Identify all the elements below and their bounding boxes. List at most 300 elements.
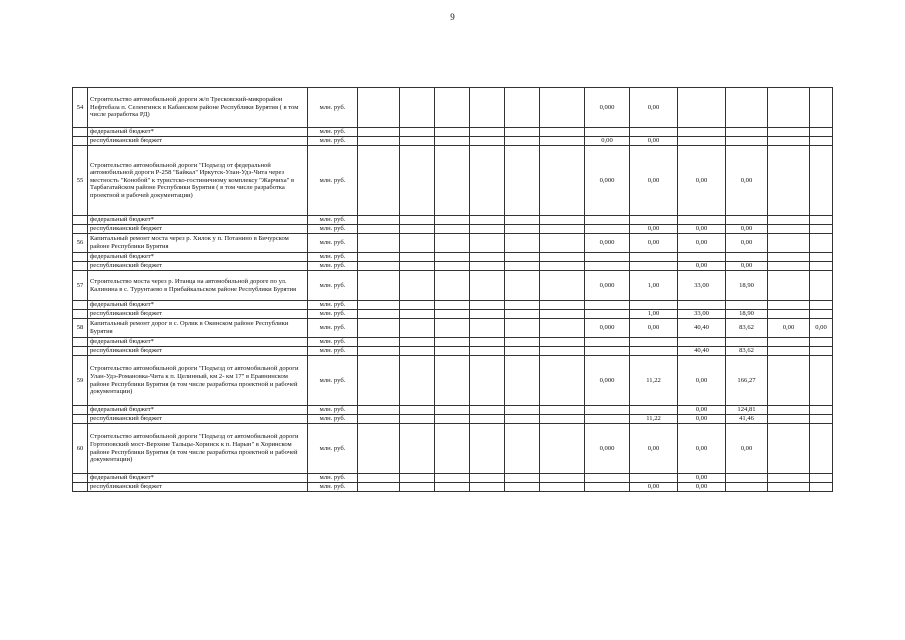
value-cell — [810, 347, 833, 356]
budget-source-row — [73, 406, 833, 415]
value-cell: 0,00 — [678, 415, 726, 424]
value-cell — [585, 310, 630, 319]
budget-table — [72, 87, 833, 492]
value-cell — [435, 319, 470, 338]
unit-cell: млн. руб. — [308, 356, 358, 406]
unit-cell: млн. руб. — [308, 415, 358, 424]
value-cell — [726, 253, 768, 262]
project-row — [73, 356, 833, 406]
unit-cell: млн. руб. — [308, 406, 358, 415]
unit-cell: млн. руб. — [308, 225, 358, 234]
value-cell — [810, 338, 833, 347]
value-cell — [768, 310, 810, 319]
value-cell — [358, 483, 400, 492]
value-cell: 0,00 — [585, 137, 630, 146]
value-cell — [470, 271, 505, 301]
value-cell: 0,00 — [678, 424, 726, 474]
value-cell — [435, 301, 470, 310]
value-cell: 0,000 — [585, 271, 630, 301]
value-cell — [678, 88, 726, 128]
value-cell — [358, 356, 400, 406]
project-name: Строительство моста через р. Итанца на автомобильной дороге по ул. Калинина в с. Турунтаево в Прибайкальском районе Республики Бурятия — [88, 271, 308, 301]
row-number — [73, 225, 88, 234]
value-cell — [630, 262, 678, 271]
value-cell — [505, 137, 540, 146]
value-cell: 0,00 — [726, 225, 768, 234]
value-cell — [358, 262, 400, 271]
value-cell: 0,00 — [678, 406, 726, 415]
value-cell — [630, 338, 678, 347]
value-cell: 0,00 — [678, 483, 726, 492]
row-number: 56 — [73, 234, 88, 253]
value-cell: 0,00 — [630, 424, 678, 474]
value-cell: 0,00 — [630, 88, 678, 128]
budget-source-row — [73, 253, 833, 262]
value-cell — [470, 234, 505, 253]
value-cell — [435, 271, 470, 301]
unit-cell: млн. руб. — [308, 216, 358, 225]
value-cell — [630, 253, 678, 262]
value-cell — [400, 253, 435, 262]
row-number: 54 — [73, 88, 88, 128]
value-cell — [505, 483, 540, 492]
value-cell: 0,00 — [630, 137, 678, 146]
unit-cell: млн. руб. — [308, 88, 358, 128]
value-cell — [810, 88, 833, 128]
value-cell: 83,62 — [726, 347, 768, 356]
value-cell — [470, 301, 505, 310]
value-cell: 40,40 — [678, 319, 726, 338]
project-row — [73, 424, 833, 474]
value-cell — [768, 225, 810, 234]
value-cell — [400, 319, 435, 338]
project-name: Капитальный ремонт дорог в с. Орлик в Окинском районе Республики Бурятия — [88, 319, 308, 338]
value-cell — [400, 347, 435, 356]
budget-source-name: республиканский бюджет — [88, 415, 308, 424]
value-cell — [470, 137, 505, 146]
value-cell — [400, 310, 435, 319]
value-cell — [768, 415, 810, 424]
value-cell — [505, 225, 540, 234]
value-cell — [768, 406, 810, 415]
value-cell — [505, 216, 540, 225]
row-number: 58 — [73, 319, 88, 338]
value-cell — [540, 88, 585, 128]
value-cell — [470, 406, 505, 415]
value-cell — [540, 347, 585, 356]
value-cell — [470, 356, 505, 406]
value-cell — [505, 271, 540, 301]
value-cell — [358, 271, 400, 301]
value-cell — [810, 474, 833, 483]
value-cell — [435, 347, 470, 356]
value-cell — [768, 424, 810, 474]
value-cell: 40,40 — [678, 347, 726, 356]
project-row — [73, 319, 833, 338]
value-cell — [678, 216, 726, 225]
value-cell — [810, 128, 833, 137]
value-cell — [810, 310, 833, 319]
unit-cell: млн. руб. — [308, 128, 358, 137]
value-cell — [540, 424, 585, 474]
value-cell — [470, 415, 505, 424]
value-cell: 0,00 — [678, 356, 726, 406]
value-cell — [505, 356, 540, 406]
value-cell — [540, 319, 585, 338]
value-cell — [435, 474, 470, 483]
budget-source-name: республиканский бюджет — [88, 137, 308, 146]
value-cell — [768, 474, 810, 483]
value-cell — [630, 474, 678, 483]
budget-source-name: федеральный бюджет* — [88, 301, 308, 310]
value-cell: 0,00 — [678, 474, 726, 483]
value-cell — [470, 225, 505, 234]
budget-source-row — [73, 338, 833, 347]
value-cell — [810, 424, 833, 474]
value-cell: 0,00 — [726, 424, 768, 474]
unit-cell: млн. руб. — [308, 319, 358, 338]
value-cell — [400, 225, 435, 234]
value-cell — [540, 415, 585, 424]
row-number — [73, 253, 88, 262]
value-cell — [505, 234, 540, 253]
value-cell — [726, 338, 768, 347]
value-cell: 0,00 — [810, 319, 833, 338]
value-cell — [400, 88, 435, 128]
value-cell — [470, 474, 505, 483]
value-cell — [470, 146, 505, 216]
budget-source-row — [73, 310, 833, 319]
value-cell — [585, 474, 630, 483]
value-cell — [435, 338, 470, 347]
value-cell — [470, 253, 505, 262]
value-cell — [768, 356, 810, 406]
value-cell — [358, 319, 400, 338]
unit-cell: млн. руб. — [308, 301, 358, 310]
value-cell — [540, 216, 585, 225]
value-cell — [678, 338, 726, 347]
project-name: Строительство автомобильной дороги "Подъезд от автомобильной дороги Улан-Удэ-Романовка-Чита к п. Целинный, км 2- км 17" в Еравнинском районе Республики Бурятия (в том числе разработка проектной и рабочей документации) — [88, 356, 308, 406]
budget-source-name: федеральный бюджет* — [88, 253, 308, 262]
value-cell — [435, 146, 470, 216]
value-cell — [358, 347, 400, 356]
value-cell — [505, 88, 540, 128]
value-cell — [540, 356, 585, 406]
value-cell: 11,22 — [630, 356, 678, 406]
value-cell: 0,00 — [678, 262, 726, 271]
value-cell — [505, 338, 540, 347]
value-cell: 0,00 — [678, 146, 726, 216]
value-cell — [810, 146, 833, 216]
value-cell — [540, 262, 585, 271]
value-cell — [540, 271, 585, 301]
value-cell — [505, 424, 540, 474]
value-cell — [358, 225, 400, 234]
value-cell — [435, 88, 470, 128]
value-cell — [358, 128, 400, 137]
value-cell — [726, 216, 768, 225]
value-cell — [810, 483, 833, 492]
value-cell — [435, 216, 470, 225]
value-cell — [435, 253, 470, 262]
value-cell: 0,00 — [630, 225, 678, 234]
value-cell — [768, 483, 810, 492]
value-cell — [358, 338, 400, 347]
value-cell — [768, 234, 810, 253]
budget-source-name: федеральный бюджет* — [88, 474, 308, 483]
budget-source-row — [73, 225, 833, 234]
value-cell: 166,27 — [726, 356, 768, 406]
project-row — [73, 88, 833, 128]
value-cell: 124,81 — [726, 406, 768, 415]
value-cell — [726, 483, 768, 492]
value-cell: 1,00 — [630, 310, 678, 319]
value-cell — [585, 301, 630, 310]
value-cell: 0,000 — [585, 424, 630, 474]
budget-source-name: республиканский бюджет — [88, 262, 308, 271]
value-cell — [358, 216, 400, 225]
value-cell — [585, 253, 630, 262]
value-cell — [810, 271, 833, 301]
value-cell — [630, 347, 678, 356]
value-cell: 0,00 — [678, 225, 726, 234]
value-cell — [726, 301, 768, 310]
value-cell — [435, 234, 470, 253]
value-cell: 0,00 — [726, 262, 768, 271]
value-cell — [768, 128, 810, 137]
value-cell — [400, 406, 435, 415]
value-cell — [435, 415, 470, 424]
value-cell: 11,22 — [630, 415, 678, 424]
value-cell: 0,00 — [630, 146, 678, 216]
value-cell — [470, 424, 505, 474]
value-cell — [400, 137, 435, 146]
value-cell — [540, 146, 585, 216]
value-cell — [810, 216, 833, 225]
value-cell — [585, 262, 630, 271]
page-number: 9 — [450, 12, 455, 22]
value-cell — [400, 271, 435, 301]
value-cell — [358, 137, 400, 146]
value-cell: 83,62 — [726, 319, 768, 338]
value-cell — [505, 253, 540, 262]
row-number — [73, 301, 88, 310]
value-cell — [810, 356, 833, 406]
value-cell: 0,000 — [585, 146, 630, 216]
value-cell — [678, 253, 726, 262]
value-cell — [470, 88, 505, 128]
value-cell — [585, 216, 630, 225]
row-number — [73, 415, 88, 424]
value-cell — [810, 262, 833, 271]
value-cell — [768, 88, 810, 128]
project-name: Строительство автомобильной дороги ж/п Тресковский-микрорайон Нефтебаза п. Селенгинск в Кабанском районе Республики Бурятия ( в том числе разработка РД) — [88, 88, 308, 128]
value-cell: 0,00 — [726, 234, 768, 253]
value-cell — [470, 216, 505, 225]
value-cell: 1,00 — [630, 271, 678, 301]
value-cell — [400, 483, 435, 492]
value-cell — [585, 406, 630, 415]
value-cell — [400, 356, 435, 406]
value-cell — [540, 253, 585, 262]
budget-source-name: республиканский бюджет — [88, 310, 308, 319]
value-cell: 0,000 — [585, 356, 630, 406]
unit-cell: млн. руб. — [308, 262, 358, 271]
value-cell — [505, 128, 540, 137]
row-number: 55 — [73, 146, 88, 216]
value-cell — [768, 347, 810, 356]
value-cell — [435, 356, 470, 406]
value-cell: 0,00 — [726, 146, 768, 216]
value-cell — [358, 406, 400, 415]
budget-source-name: республиканский бюджет — [88, 225, 308, 234]
value-cell — [358, 88, 400, 128]
value-cell — [726, 88, 768, 128]
value-cell — [768, 301, 810, 310]
value-cell — [358, 310, 400, 319]
value-cell — [678, 128, 726, 137]
value-cell — [540, 234, 585, 253]
value-cell — [768, 216, 810, 225]
value-cell — [505, 262, 540, 271]
value-cell — [585, 415, 630, 424]
value-cell: 0,000 — [585, 234, 630, 253]
value-cell — [768, 338, 810, 347]
value-cell — [400, 128, 435, 137]
value-cell — [435, 225, 470, 234]
value-cell — [768, 262, 810, 271]
value-cell — [678, 301, 726, 310]
value-cell — [358, 301, 400, 310]
value-cell — [400, 146, 435, 216]
value-cell — [540, 338, 585, 347]
budget-source-row — [73, 301, 833, 310]
value-cell — [726, 137, 768, 146]
value-cell — [400, 262, 435, 271]
value-cell — [630, 216, 678, 225]
value-cell: 0,00 — [768, 319, 810, 338]
value-cell: 0,00 — [630, 483, 678, 492]
value-cell — [768, 253, 810, 262]
row-number — [73, 128, 88, 137]
value-cell — [726, 128, 768, 137]
value-cell — [470, 319, 505, 338]
budget-source-name: федеральный бюджет* — [88, 406, 308, 415]
value-cell: 18,90 — [726, 310, 768, 319]
budget-source-row — [73, 347, 833, 356]
value-cell — [435, 310, 470, 319]
value-cell — [435, 137, 470, 146]
value-cell — [505, 146, 540, 216]
value-cell — [540, 128, 585, 137]
value-cell — [585, 338, 630, 347]
value-cell: 18,90 — [726, 271, 768, 301]
value-cell — [358, 474, 400, 483]
value-cell — [540, 310, 585, 319]
value-cell — [540, 225, 585, 234]
row-number — [73, 347, 88, 356]
value-cell — [435, 406, 470, 415]
value-cell: 0,000 — [585, 319, 630, 338]
value-cell: 33,00 — [678, 310, 726, 319]
value-cell — [810, 301, 833, 310]
value-cell — [358, 253, 400, 262]
value-cell — [435, 424, 470, 474]
value-cell — [358, 415, 400, 424]
value-cell — [585, 347, 630, 356]
value-cell — [470, 262, 505, 271]
unit-cell: млн. руб. — [308, 310, 358, 319]
value-cell — [505, 310, 540, 319]
value-cell — [505, 301, 540, 310]
unit-cell: млн. руб. — [308, 271, 358, 301]
row-number — [73, 406, 88, 415]
unit-cell: млн. руб. — [308, 253, 358, 262]
unit-cell: млн. руб. — [308, 424, 358, 474]
value-cell — [400, 216, 435, 225]
value-cell — [470, 483, 505, 492]
value-cell — [400, 338, 435, 347]
value-cell: 33,00 — [678, 271, 726, 301]
value-cell — [358, 424, 400, 474]
value-cell — [768, 146, 810, 216]
value-cell — [630, 406, 678, 415]
row-number: 60 — [73, 424, 88, 474]
budget-source-row — [73, 483, 833, 492]
unit-cell: млн. руб. — [308, 347, 358, 356]
budget-source-row — [73, 474, 833, 483]
value-cell — [540, 474, 585, 483]
budget-source-row — [73, 415, 833, 424]
budget-source-row — [73, 262, 833, 271]
value-cell — [505, 347, 540, 356]
project-row — [73, 234, 833, 253]
value-cell — [505, 474, 540, 483]
value-cell — [540, 301, 585, 310]
row-number — [73, 216, 88, 225]
value-cell: 41,46 — [726, 415, 768, 424]
project-name: Капитальный ремонт моста через р. Хилок у п. Потанино в Бичурском районе Республики Бурятия — [88, 234, 308, 253]
value-cell — [630, 301, 678, 310]
value-cell — [810, 225, 833, 234]
value-cell — [768, 137, 810, 146]
value-cell: 0,00 — [678, 234, 726, 253]
budget-source-row — [73, 137, 833, 146]
value-cell: 0,000 — [585, 88, 630, 128]
value-cell — [678, 137, 726, 146]
value-cell — [505, 406, 540, 415]
value-cell — [810, 234, 833, 253]
row-number — [73, 483, 88, 492]
budget-source-name: республиканский бюджет — [88, 347, 308, 356]
value-cell — [630, 128, 678, 137]
project-name: Строительство автомобильной дороги "Подъезд от автомобильной дороги Гортоповский мост-Верхние Тальцы-Хоринск к п. Нарын" в Хоринском районе Республики Бурятия (в том числе разработка проектной и рабочей документации) — [88, 424, 308, 474]
value-cell — [505, 415, 540, 424]
value-cell — [435, 262, 470, 271]
budget-source-name: федеральный бюджет* — [88, 338, 308, 347]
budget-source-row — [73, 128, 833, 137]
value-cell: 0,00 — [630, 319, 678, 338]
value-cell — [400, 301, 435, 310]
value-cell — [585, 483, 630, 492]
value-cell — [810, 406, 833, 415]
value-cell — [810, 137, 833, 146]
unit-cell: млн. руб. — [308, 146, 358, 216]
value-cell — [358, 146, 400, 216]
row-number: 59 — [73, 356, 88, 406]
project-row — [73, 271, 833, 301]
budget-source-name: республиканский бюджет — [88, 483, 308, 492]
